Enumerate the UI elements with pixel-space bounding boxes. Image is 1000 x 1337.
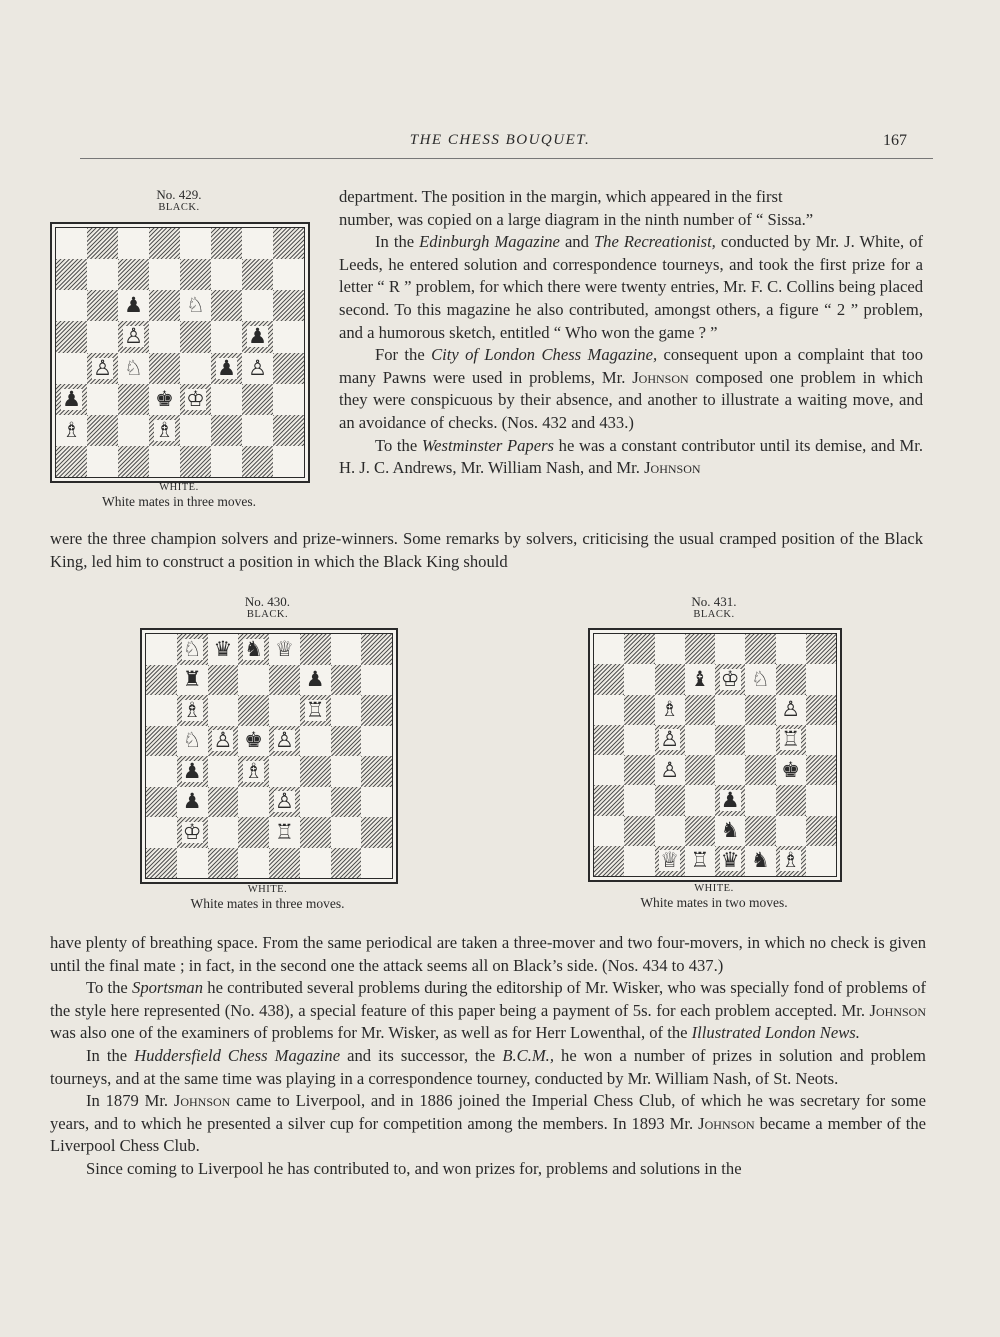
square-a8 [594, 634, 624, 664]
square-d4 [149, 353, 180, 384]
square-b6 [87, 290, 118, 321]
chessboard-430 [140, 628, 398, 884]
square-f7 [300, 665, 331, 696]
square-g4 [331, 756, 362, 787]
square-b5 [177, 726, 208, 757]
black-queen-icon: ♛ [213, 636, 233, 661]
square-d4 [238, 756, 269, 787]
square-a1 [146, 848, 177, 879]
square-g3 [242, 384, 273, 415]
square-e7 [180, 259, 211, 290]
white-queen-icon: ♕ [660, 848, 680, 873]
diagram-430-bottom-caption [140, 883, 395, 912]
diagram-number: No. 431. [691, 594, 737, 609]
square-e8 [715, 634, 745, 664]
black-pawn-icon: ♟ [182, 789, 202, 814]
square-c5 [208, 726, 239, 757]
square-f1 [300, 848, 331, 879]
square-g7 [331, 665, 362, 696]
square-h5 [361, 726, 392, 757]
square-h2 [361, 817, 392, 848]
black-knight-icon: ♞ [750, 848, 770, 873]
diagram-number: No. 429. [156, 187, 202, 202]
square-c3 [655, 785, 685, 815]
square-g8 [776, 634, 806, 664]
white-rook-icon: ♖ [274, 819, 294, 844]
diagram-429-top-caption [50, 188, 308, 214]
diagram-429-bottom-caption [50, 481, 308, 510]
square-e8 [269, 634, 300, 665]
black-queen-icon: ♛ [720, 848, 740, 873]
square-c5 [655, 725, 685, 755]
square-c6 [208, 695, 239, 726]
square-c7 [208, 665, 239, 696]
square-b3 [87, 384, 118, 415]
square-g6 [776, 695, 806, 725]
white-knight-icon: ♘ [182, 636, 202, 661]
square-f8 [211, 228, 242, 259]
square-f5 [745, 725, 775, 755]
diagram-431-bottom-caption [588, 882, 840, 911]
paragraph-8: In 1879 Mr. Johnson came to Liverpool, and in 1886 joined the Imperial Chess Club, of which he was secretary for some years, and to which he presented a silver cup for competition among the members. In 1893 Mr. Johnson became a member of the Liverpool Chess Club. [50, 1091, 926, 1156]
square-c2 [118, 415, 149, 446]
text-column-right [339, 186, 923, 480]
square-f3 [745, 785, 775, 815]
paragraph-3: For the City of London Chess Magazine, consequent upon a complaint that too many Pawns were used in problems, Mr. Johnson composed one problem in which they were conspicuous by their absence, and another to illustrate a waiting move, and an avoidance of checks. (Nos. 432 and 433.) [339, 345, 923, 432]
square-c7 [655, 664, 685, 694]
paragraph-4: To the Westminster Papers he was a constant contributor until its demise, and Mr. H. J. C. Andrews, Mr. William Nash, and Mr. Johnson [339, 435, 924, 478]
diagram-number: No. 430. [244, 594, 291, 609]
chessboard-429 [50, 222, 310, 483]
square-d3 [238, 787, 269, 818]
white-pawn-icon: ♙ [274, 789, 294, 814]
square-c3 [118, 384, 149, 415]
square-d8 [149, 228, 180, 259]
square-d6 [685, 695, 715, 725]
square-a3 [56, 384, 87, 415]
square-c6 [118, 290, 149, 321]
black-pawn-icon: ♟ [217, 355, 236, 380]
square-b3 [624, 785, 654, 815]
white-knight-icon: ♘ [124, 355, 143, 380]
square-e1 [715, 846, 745, 876]
square-h5 [273, 321, 304, 352]
square-f8 [745, 634, 775, 664]
square-b2 [87, 415, 118, 446]
square-b1 [177, 848, 208, 879]
square-c8 [118, 228, 149, 259]
square-a7 [146, 665, 177, 696]
stipulation: White mates in two moves. [640, 895, 788, 910]
stipulation: White mates in three moves. [190, 896, 345, 911]
paragraph-6: To the Sportsman he contributed several problems during the editorship of Mr. Wisker, who was specially fond of problems of the style here represented (No. 438), a special feature of this paper being a payment of 5s. for each problem accepted. Mr. Johnson was also one of the examiners of problems for Mr. Wisker, as well as for Herr Lowenthal, of the Illustrated London News. [50, 978, 926, 1043]
square-f6 [745, 695, 775, 725]
square-e6 [269, 695, 300, 726]
square-f7 [745, 664, 775, 694]
square-d6 [238, 695, 269, 726]
square-e4 [715, 755, 745, 785]
white-bishop-icon: ♗ [62, 417, 81, 442]
square-e3 [715, 785, 745, 815]
square-b7 [624, 664, 654, 694]
white-knight-icon: ♘ [750, 666, 770, 691]
square-f5 [211, 321, 242, 352]
square-b8 [624, 634, 654, 664]
square-c7 [118, 259, 149, 290]
white-bishop-icon: ♗ [182, 697, 202, 722]
black-king-icon: ♚ [155, 386, 174, 411]
square-f5 [300, 726, 331, 757]
square-c5 [118, 321, 149, 352]
white-pawn-icon: ♙ [124, 324, 143, 349]
page-number: 167 [883, 132, 907, 149]
square-h8 [273, 228, 304, 259]
square-c3 [208, 787, 239, 818]
square-h6 [273, 290, 304, 321]
white-bishop-icon: ♗ [781, 848, 801, 873]
square-g2 [242, 415, 273, 446]
square-f1 [211, 446, 242, 477]
white-pawn-icon: ♙ [274, 728, 294, 753]
square-g4 [242, 353, 273, 384]
square-f6 [300, 695, 331, 726]
square-g7 [242, 259, 273, 290]
square-c2 [655, 816, 685, 846]
square-a4 [146, 756, 177, 787]
square-c4 [118, 353, 149, 384]
square-b4 [177, 756, 208, 787]
square-g4 [776, 755, 806, 785]
square-h6 [361, 695, 392, 726]
black-pawn-icon: ♟ [182, 758, 202, 783]
white-pawn-icon: ♙ [248, 355, 267, 380]
black-king-icon: ♚ [781, 757, 801, 782]
square-h8 [361, 634, 392, 665]
paragraph-7: In the Huddersfield Chess Magazine and its successor, the B.C.M., he won a number of prizes in solution and problem tourneys, and at the same time was playing in a correspondence tourney, conducted by Mr. William Nash, of St. Neots. [50, 1045, 926, 1088]
white-label: WHITE. [694, 883, 734, 894]
square-a5 [594, 725, 624, 755]
square-f7 [211, 259, 242, 290]
white-bishop-icon: ♗ [660, 697, 680, 722]
square-b1 [624, 846, 654, 876]
square-e5 [715, 725, 745, 755]
square-a2 [146, 817, 177, 848]
white-king-icon: ♔ [186, 386, 205, 411]
white-label: WHITE. [247, 884, 288, 895]
board-grid [593, 633, 837, 877]
square-a3 [594, 785, 624, 815]
square-e5 [180, 321, 211, 352]
square-g2 [331, 817, 362, 848]
board-grid [55, 227, 305, 478]
square-h2 [806, 816, 836, 846]
stipulation: White mates in three moves. [101, 494, 257, 509]
square-e4 [180, 353, 211, 384]
square-g5 [776, 725, 806, 755]
square-a6 [146, 695, 177, 726]
square-h7 [806, 664, 836, 694]
black-pawn-icon: ♟ [720, 787, 740, 812]
square-c1 [118, 446, 149, 477]
square-e1 [269, 848, 300, 879]
square-b2 [177, 817, 208, 848]
square-a6 [56, 290, 87, 321]
square-d5 [238, 726, 269, 757]
square-h2 [273, 415, 304, 446]
white-rook-icon: ♖ [305, 697, 325, 722]
square-d2 [238, 817, 269, 848]
white-king-icon: ♔ [720, 666, 740, 691]
square-h6 [806, 695, 836, 725]
square-h3 [806, 785, 836, 815]
square-d2 [149, 415, 180, 446]
square-h4 [273, 353, 304, 384]
square-g5 [331, 726, 362, 757]
square-h7 [273, 259, 304, 290]
square-b6 [624, 695, 654, 725]
square-g6 [242, 290, 273, 321]
diagram-430-top-caption [140, 595, 395, 621]
square-b8 [177, 634, 208, 665]
square-c1 [655, 846, 685, 876]
white-queen-icon: ♕ [274, 636, 294, 661]
black-label: BLACK. [246, 609, 289, 620]
square-a2 [594, 816, 624, 846]
square-a8 [56, 228, 87, 259]
square-c8 [655, 634, 685, 664]
square-d1 [238, 848, 269, 879]
square-c4 [655, 755, 685, 785]
square-f4 [745, 755, 775, 785]
square-f8 [300, 634, 331, 665]
square-h8 [806, 634, 836, 664]
square-e3 [269, 787, 300, 818]
white-bishop-icon: ♗ [244, 758, 264, 783]
square-b5 [624, 725, 654, 755]
black-rook-icon: ♜ [182, 667, 202, 692]
square-h7 [361, 665, 392, 696]
black-label: BLACK. [693, 609, 735, 620]
board-grid [145, 633, 393, 879]
square-f2 [211, 415, 242, 446]
square-d7 [238, 665, 269, 696]
square-f4 [300, 756, 331, 787]
running-title: THE CHESS BOUQUET. [409, 132, 591, 148]
square-h5 [806, 725, 836, 755]
square-a1 [594, 846, 624, 876]
square-g3 [776, 785, 806, 815]
white-bishop-icon: ♗ [155, 417, 174, 442]
square-e6 [180, 290, 211, 321]
square-g1 [242, 446, 273, 477]
square-e7 [269, 665, 300, 696]
white-knight-icon: ♘ [186, 293, 205, 318]
white-pawn-icon: ♙ [781, 697, 801, 722]
white-label: WHITE. [159, 482, 199, 493]
square-b4 [87, 353, 118, 384]
square-h1 [806, 846, 836, 876]
square-g8 [331, 634, 362, 665]
square-a5 [146, 726, 177, 757]
square-f3 [211, 384, 242, 415]
square-c6 [655, 695, 685, 725]
square-b4 [624, 755, 654, 785]
square-g1 [331, 848, 362, 879]
black-king-icon: ♚ [244, 728, 264, 753]
white-pawn-icon: ♙ [660, 727, 680, 752]
white-king-icon: ♔ [182, 819, 202, 844]
square-e6 [715, 695, 745, 725]
square-g8 [242, 228, 273, 259]
square-d1 [685, 846, 715, 876]
square-d8 [238, 634, 269, 665]
square-d5 [685, 725, 715, 755]
square-b1 [87, 446, 118, 477]
square-a3 [146, 787, 177, 818]
square-a8 [146, 634, 177, 665]
black-pawn-icon: ♟ [124, 293, 143, 318]
square-a7 [594, 664, 624, 694]
square-e4 [269, 756, 300, 787]
square-f3 [300, 787, 331, 818]
black-label: BLACK. [158, 202, 200, 213]
square-c4 [208, 756, 239, 787]
square-g3 [331, 787, 362, 818]
square-d3 [685, 785, 715, 815]
square-e5 [269, 726, 300, 757]
square-b5 [87, 321, 118, 352]
square-g7 [776, 664, 806, 694]
square-a4 [56, 353, 87, 384]
black-pawn-icon: ♟ [248, 324, 267, 349]
white-rook-icon: ♖ [690, 848, 710, 873]
square-d1 [149, 446, 180, 477]
white-pawn-icon: ♙ [213, 728, 233, 753]
square-h4 [361, 756, 392, 787]
square-e2 [180, 415, 211, 446]
square-b2 [624, 816, 654, 846]
white-pawn-icon: ♙ [660, 757, 680, 782]
square-b8 [87, 228, 118, 259]
square-h1 [273, 446, 304, 477]
square-d3 [149, 384, 180, 415]
header-rule [80, 158, 933, 159]
black-knight-icon: ♞ [720, 818, 740, 843]
white-pawn-icon: ♙ [93, 355, 112, 380]
square-d8 [685, 634, 715, 664]
square-d7 [685, 664, 715, 694]
black-knight-icon: ♞ [244, 636, 264, 661]
square-a5 [56, 321, 87, 352]
black-pawn-icon: ♟ [305, 667, 325, 692]
paragraph-1: department. The position in the margin, which appeared in the first number, was copied on a large diagram in the ninth number of “ Sissa.” [339, 187, 814, 229]
white-rook-icon: ♖ [781, 727, 801, 752]
black-pawn-icon: ♟ [62, 386, 81, 411]
paragraph-4-continued: were the three champion solvers and prize-winners. Some remarks by solvers, criticising the usual cramped position of the Black King, led him to construct a position in which the Black King should [50, 529, 923, 571]
square-d2 [685, 816, 715, 846]
square-g2 [776, 816, 806, 846]
paragraph-5: have plenty of breathing space. From the same periodical are taken a three-mover and two four-movers, in which no check is given until the final mate ; in fact, in the second one the attack seems all on Black’s side. (Nos. 434 to 437.) [50, 933, 926, 975]
diagram-431-top-caption [588, 595, 840, 621]
square-b6 [177, 695, 208, 726]
square-e2 [269, 817, 300, 848]
square-d6 [149, 290, 180, 321]
square-b7 [87, 259, 118, 290]
square-h4 [806, 755, 836, 785]
square-c1 [208, 848, 239, 879]
square-a4 [594, 755, 624, 785]
paragraph-2: In the Edinburgh Magazine and The Recreationist, conducted by Mr. J. White, of Leeds, he entered solution and correspondence tourneys, and took the first prize for a letter “ R ” problem, for which there were twenty entries, Mr. F. C. Collins being placed second. To this magazine he also contributed, amongst others, a figure “ 2 ” problem, and a humorous sketch, entitled “ Who won the game ? ” [339, 232, 923, 342]
square-a2 [56, 415, 87, 446]
white-knight-icon: ♘ [182, 728, 202, 753]
square-d4 [685, 755, 715, 785]
square-b7 [177, 665, 208, 696]
square-c2 [208, 817, 239, 848]
square-d5 [149, 321, 180, 352]
square-g1 [776, 846, 806, 876]
square-g6 [331, 695, 362, 726]
square-e8 [180, 228, 211, 259]
square-h3 [273, 384, 304, 415]
square-a1 [56, 446, 87, 477]
square-e2 [715, 816, 745, 846]
square-c8 [208, 634, 239, 665]
square-e1 [180, 446, 211, 477]
square-f2 [745, 816, 775, 846]
square-e3 [180, 384, 211, 415]
square-f2 [300, 817, 331, 848]
square-f1 [745, 846, 775, 876]
square-h1 [361, 848, 392, 879]
square-f6 [211, 290, 242, 321]
square-d7 [149, 259, 180, 290]
text-column-full [50, 932, 926, 1181]
square-a6 [594, 695, 624, 725]
square-e7 [715, 664, 745, 694]
square-g5 [242, 321, 273, 352]
paragraph-9: Since coming to Liverpool he has contributed to, and won prizes for, problems and solutions in the [86, 1158, 742, 1178]
square-f4 [211, 353, 242, 384]
square-a7 [56, 259, 87, 290]
square-b3 [177, 787, 208, 818]
black-bishop-icon: ♝ [690, 666, 710, 691]
chessboard-431 [588, 628, 842, 882]
square-h3 [361, 787, 392, 818]
